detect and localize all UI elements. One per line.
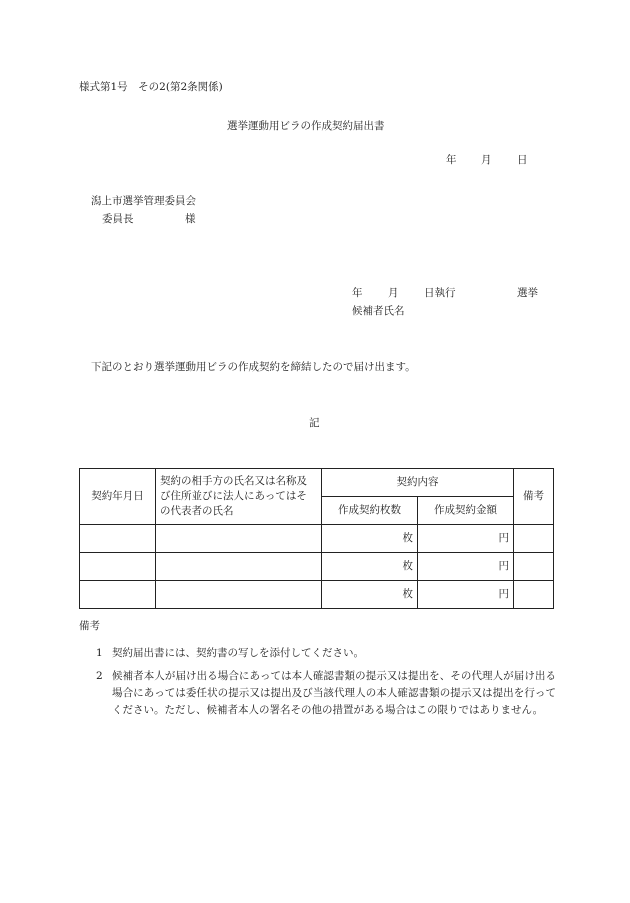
cell-count-unit: 枚 — [322, 553, 418, 581]
cell-amount-unit: 円 — [418, 553, 514, 581]
election-held: 日執行 — [424, 287, 456, 299]
election-year: 年 — [352, 287, 363, 299]
election-month: 月 — [388, 287, 399, 299]
date-year: 年 — [446, 154, 457, 166]
addressee-honorific: 様 — [185, 213, 196, 225]
election-type: 選挙 — [517, 287, 538, 299]
statement-text: 下記のとおり選挙運動用ビラの作成契約を締結したので届け出ます。 — [91, 361, 416, 373]
note-item — [96, 645, 556, 662]
notes-list — [96, 645, 556, 719]
cell-party — [156, 581, 322, 609]
addressee-chair: 委員長 — [102, 213, 134, 225]
header-amount: 作成契約金額 — [418, 497, 514, 525]
date-day: 日 — [517, 154, 528, 166]
note-number: 1 — [96, 647, 103, 659]
header-contract-date: 契約年月日 — [80, 469, 156, 525]
form-label: 様式第1号 その2(第2条関係) — [79, 81, 223, 93]
cell-remarks — [514, 553, 554, 581]
notes-heading: 備考 — [79, 620, 100, 632]
cell-count-unit: 枚 — [322, 525, 418, 553]
table-row — [80, 525, 554, 553]
cell-count-unit: 枚 — [322, 581, 418, 609]
note-text: 候補者本人が届け出る場合にあっては本人確認書類の提示又は提出を、その代理人が届け出る場合にあっては委任状の提示又は提出及び当該代理人の本人確認書類の提示又は提出を行ってください。ただし、候補者本人の署名その他の措置がある場合はこの限りではありません。 — [112, 670, 556, 716]
cell-date — [80, 525, 156, 553]
cell-remarks — [514, 581, 554, 609]
note-text: 契約届出書には、契約書の写しを添付してください。 — [112, 647, 364, 659]
date-month: 月 — [481, 154, 492, 166]
note-number: 2 — [96, 670, 103, 682]
cell-amount-unit: 円 — [418, 581, 514, 609]
table-row — [80, 553, 554, 581]
cell-date — [80, 553, 156, 581]
header-remarks: 備考 — [514, 469, 554, 525]
cell-party — [156, 525, 322, 553]
addressee-org: 潟上市選挙管理委員会 — [91, 195, 196, 207]
header-contract-content: 契約内容 — [322, 469, 514, 497]
header-sheet-count: 作成契約枚数 — [322, 497, 418, 525]
cell-date — [80, 581, 156, 609]
note-item — [96, 668, 556, 719]
table-row — [80, 581, 554, 609]
cell-amount-unit: 円 — [418, 525, 514, 553]
header-counterparty: 契約の相手方の氏名又は名称及び住所並びに法人にあってはその代表者の氏名 — [156, 469, 322, 525]
document-title: 選挙運動用ビラの作成契約届出書 — [227, 120, 385, 132]
contract-table — [79, 468, 554, 609]
cell-remarks — [514, 525, 554, 553]
cell-party — [156, 553, 322, 581]
ki-label: 記 — [309, 417, 320, 429]
candidate-name-label: 候補者氏名 — [352, 305, 405, 317]
